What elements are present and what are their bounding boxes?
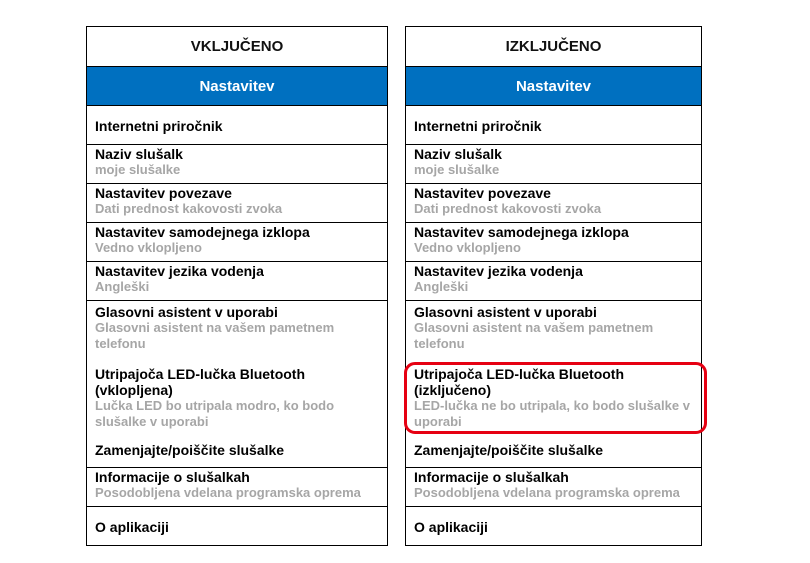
item-subtitle: Vedno vklopljeno bbox=[414, 240, 521, 255]
settings-item[interactable] bbox=[406, 507, 701, 546]
item-title: Nastavitev povezave bbox=[414, 185, 551, 201]
item-title: Nastavitev jezika vodenja bbox=[414, 263, 583, 279]
item-title: Glasovni asistent v uporabi bbox=[414, 304, 597, 320]
settings-item[interactable] bbox=[87, 507, 387, 546]
item-title: Nastavitev samodejnega izklopa bbox=[414, 224, 629, 240]
panel-title: IZKLJUČENO bbox=[406, 27, 701, 67]
panel-title: VKLJUČENO bbox=[87, 27, 387, 67]
item-title: Nastavitev samodejnega izklopa bbox=[95, 224, 310, 240]
settings-item[interactable] bbox=[87, 262, 387, 301]
settings-item[interactable] bbox=[406, 432, 701, 468]
settings-item[interactable] bbox=[87, 364, 387, 432]
settings-item[interactable] bbox=[87, 223, 387, 262]
item-subtitle: moje slušalke bbox=[414, 162, 500, 177]
settings-item[interactable] bbox=[406, 145, 701, 184]
item-subtitle: LED-lučka ne bo utripala, ko bodo slušalke v uporabi bbox=[414, 398, 690, 429]
settings-header: Nastavitev bbox=[87, 67, 387, 106]
panel-off bbox=[405, 26, 702, 546]
item-title: Glasovni asistent v uporabi bbox=[95, 304, 278, 320]
item-title: Internetni priročnik bbox=[414, 117, 542, 134]
settings-header: Nastavitev bbox=[406, 67, 701, 106]
item-subtitle: Vedno vklopljeno bbox=[95, 240, 202, 255]
settings-item[interactable] bbox=[406, 106, 701, 145]
settings-item[interactable] bbox=[87, 468, 387, 507]
settings-item[interactable] bbox=[406, 184, 701, 223]
settings-item[interactable] bbox=[406, 301, 701, 364]
settings-item[interactable] bbox=[406, 223, 701, 262]
settings-item[interactable] bbox=[87, 106, 387, 145]
settings-item[interactable] bbox=[406, 262, 701, 301]
item-title: O aplikaciji bbox=[95, 518, 169, 535]
item-title: Informacije o slušalkah bbox=[95, 469, 250, 485]
item-title: Zamenjajte/poiščite slušalke bbox=[95, 442, 285, 458]
settings-item[interactable] bbox=[87, 432, 387, 468]
item-subtitle: moje slušalke bbox=[95, 162, 181, 177]
item-title: Naziv slušalk bbox=[95, 146, 183, 162]
item-title: Utripajoča LED-lučka Bluetooth (izključeno) bbox=[414, 366, 625, 398]
settings-item[interactable] bbox=[406, 468, 701, 507]
item-title: Nastavitev povezave bbox=[95, 185, 232, 201]
settings-item[interactable] bbox=[87, 301, 387, 364]
item-subtitle: Lučka LED bo utripala modro, ko bodo slušalke v uporabi bbox=[95, 398, 335, 429]
item-subtitle: Glasovni asistent na vašem pametnem telefonu bbox=[95, 320, 335, 351]
item-title: Informacije o slušalkah bbox=[414, 469, 569, 485]
settings-item[interactable] bbox=[87, 145, 387, 184]
item-title: Utripajoča LED-lučka Bluetooth (vklopljena) bbox=[95, 366, 306, 398]
item-subtitle: Posodobljena vdelana programska oprema bbox=[414, 485, 680, 500]
highlight-box bbox=[404, 362, 707, 434]
item-subtitle: Glasovni asistent na vašem pametnem telefonu bbox=[414, 320, 654, 351]
item-title: Internetni priročnik bbox=[95, 117, 223, 134]
item-title: Nastavitev jezika vodenja bbox=[95, 263, 264, 279]
item-title: O aplikaciji bbox=[414, 518, 488, 535]
item-subtitle: Posodobljena vdelana programska oprema bbox=[95, 485, 361, 500]
item-title: Zamenjajte/poiščite slušalke bbox=[414, 442, 604, 458]
settings-item[interactable] bbox=[87, 184, 387, 223]
item-subtitle: Dati prednost kakovosti zvoka bbox=[414, 201, 602, 216]
item-subtitle: Angleški bbox=[95, 279, 150, 294]
panel-on bbox=[86, 26, 388, 546]
item-subtitle: Angleški bbox=[414, 279, 469, 294]
item-subtitle: Dati prednost kakovosti zvoka bbox=[95, 201, 283, 216]
item-title: Naziv slušalk bbox=[414, 146, 502, 162]
